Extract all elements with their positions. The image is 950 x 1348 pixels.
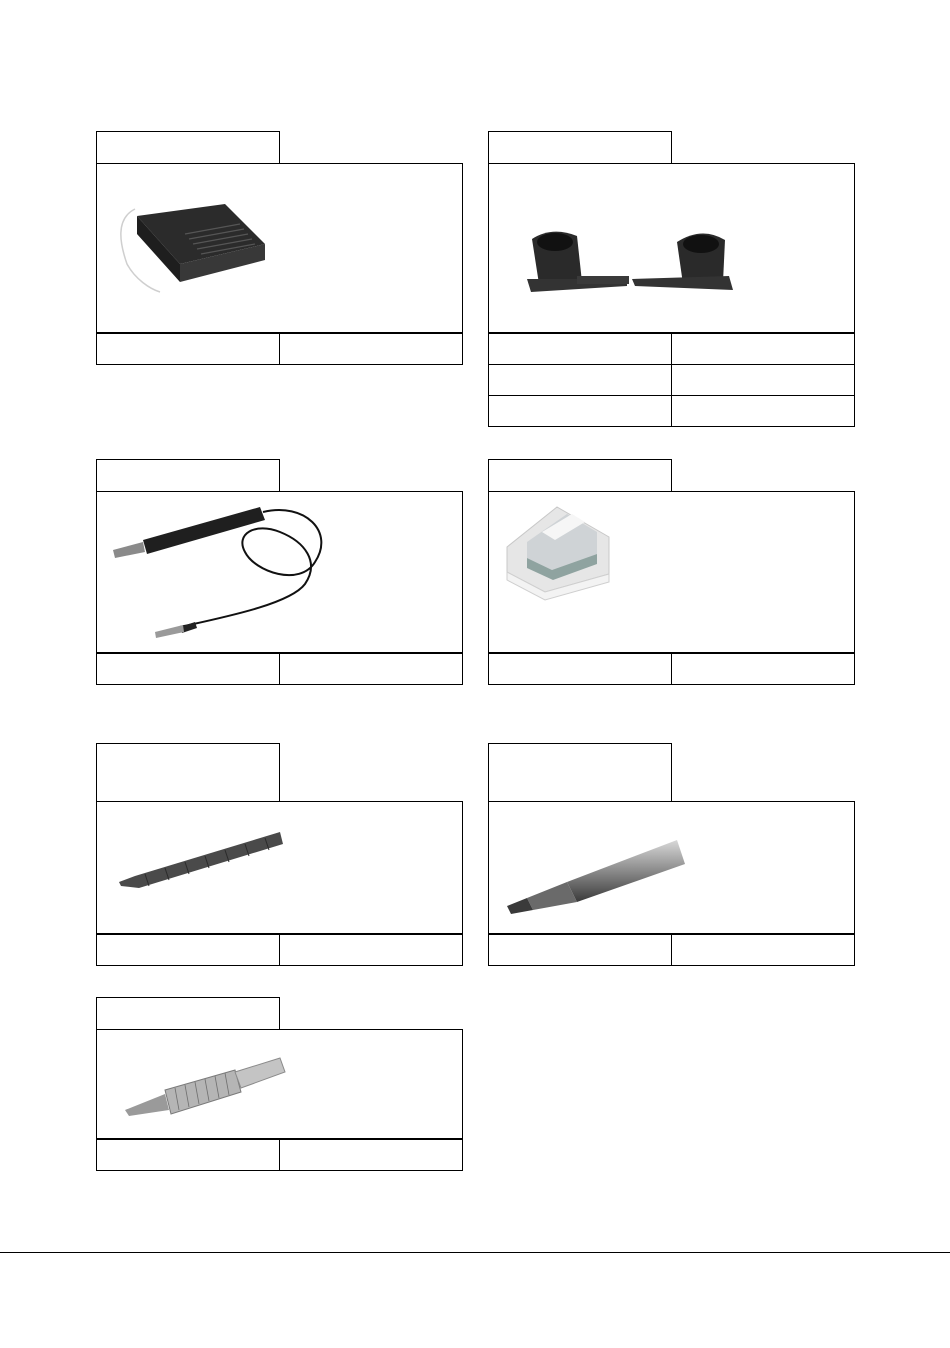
row-cell-left	[97, 334, 280, 365]
table-row	[489, 654, 855, 685]
card-header	[489, 460, 672, 492]
card-header	[97, 744, 280, 802]
table-row	[489, 334, 855, 365]
row-cell-left	[489, 935, 672, 966]
row-cell-left	[489, 396, 672, 427]
row-cell-right	[280, 334, 463, 365]
table-row	[489, 396, 855, 427]
row-cell-left	[97, 654, 280, 685]
table-row	[97, 654, 463, 685]
row-cell-right	[672, 396, 855, 427]
foot-pedal-icon	[105, 164, 305, 332]
footer-divider	[0, 1252, 950, 1253]
handpiece-cable-icon	[105, 492, 345, 652]
table-row	[97, 935, 463, 966]
row-cell-right	[672, 935, 855, 966]
row-cell-right	[280, 1140, 463, 1171]
accessory-card-stand-brackets	[488, 131, 855, 427]
table-row	[489, 935, 855, 966]
row-cell-right	[672, 654, 855, 685]
table-row	[97, 334, 463, 365]
accessory-card-handpiece	[96, 459, 463, 685]
row-cell-left	[489, 334, 672, 365]
table-row	[97, 1140, 463, 1171]
row-cell-left	[489, 365, 672, 396]
accessory-card-foot-pedal	[96, 131, 463, 365]
card-header	[97, 132, 280, 164]
accessory-card-knurled-chuck	[96, 997, 463, 1171]
accessory-card-printer	[488, 459, 855, 685]
row-cell-left	[97, 935, 280, 966]
row-cell-right	[672, 334, 855, 365]
card-header	[97, 998, 280, 1030]
row-cell-right	[280, 654, 463, 685]
cutter-tip-icon	[497, 802, 707, 933]
card-header	[97, 460, 280, 492]
row-cell-right	[280, 935, 463, 966]
knurled-chuck-icon	[105, 1030, 305, 1138]
table-row	[489, 365, 855, 396]
engraving-stylus-icon	[105, 802, 305, 933]
row-cell-left	[97, 1140, 280, 1171]
card-header	[489, 744, 672, 802]
row-cell-left	[489, 654, 672, 685]
accessory-card-cutter-tip	[488, 743, 855, 966]
card-header	[489, 132, 672, 164]
accessory-card-engraving-stylus	[96, 743, 463, 966]
printer-icon	[497, 492, 637, 652]
row-cell-right	[672, 365, 855, 396]
stand-brackets-icon	[497, 164, 757, 332]
